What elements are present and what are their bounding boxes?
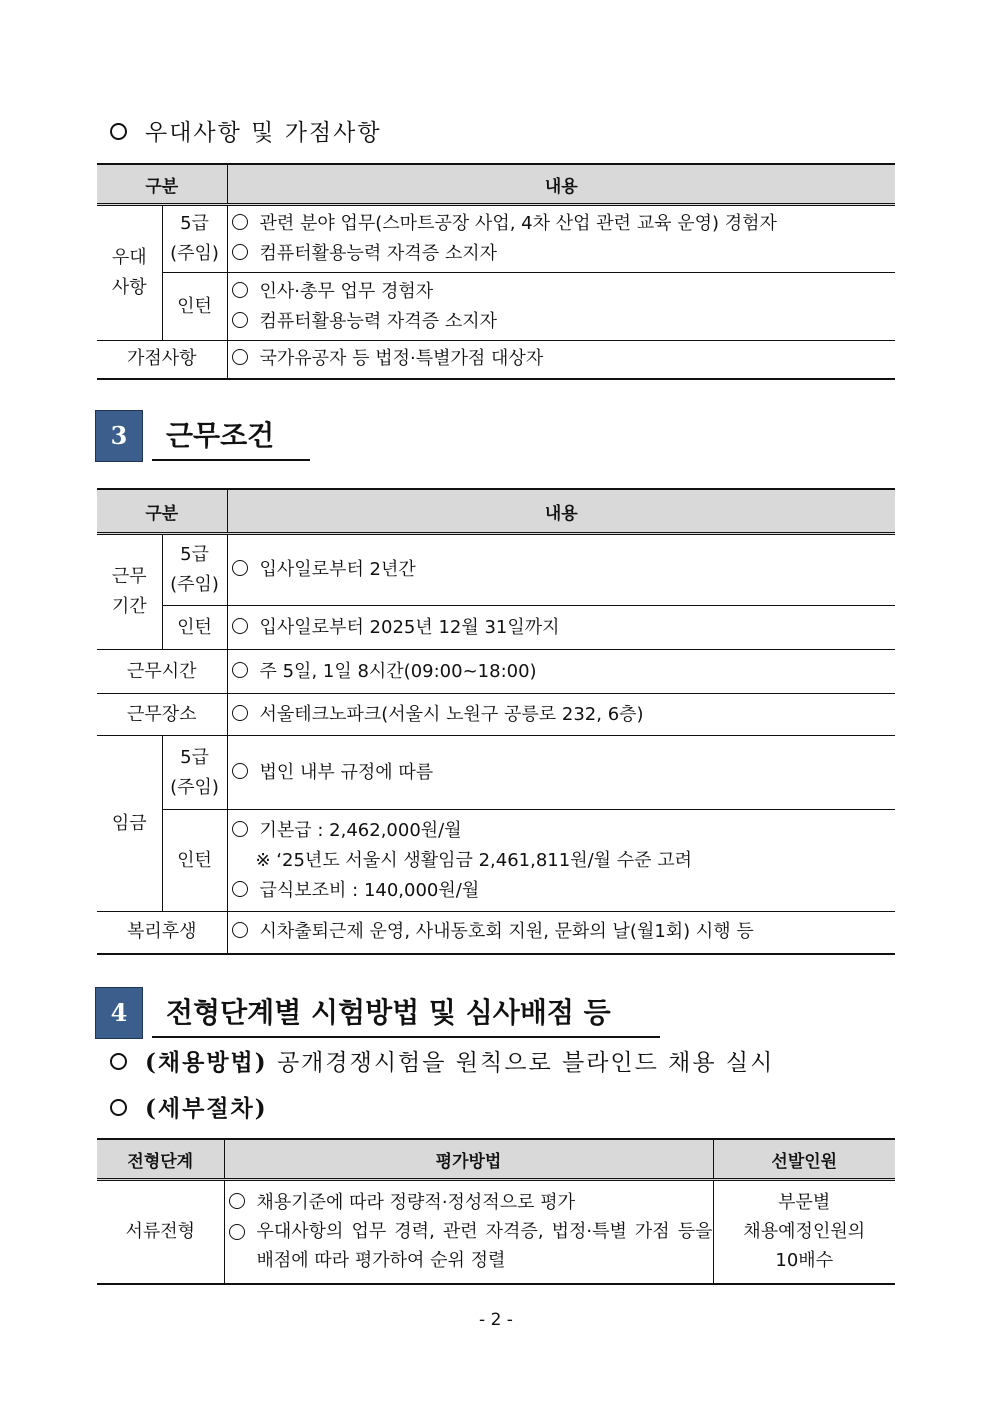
list-item: 우대사항의 업무 경력, 관련 자격증, 법정·특별 가점 등을 배점에 따라 평가하여 순위 정렬 [229,1217,713,1275]
col-stage: 전형단계 [97,1139,224,1180]
circle-icon [232,881,248,897]
section-4-title: 전형단계별 시험방법 및 심사배점 등 [152,991,660,1038]
grade5-label [162,534,227,606]
col-eval: 평가방법 [224,1139,713,1180]
list-item: 컴퓨터활용능력 자격증 소지자 [232,239,896,269]
preferences-table [97,163,895,380]
section-4-number: 4 [95,987,143,1039]
circle-icon [232,282,248,298]
bonus-label: 가점사항 [97,341,227,379]
wage-note: ※ ‘25년도 서울시 생활임금 2,461,811원/월 수준 고려 [255,849,693,871]
work-conditions-table [97,488,895,955]
col-content: 내용 [227,164,895,205]
pref-label [97,205,162,341]
hours-label: 근무시간 [97,650,227,694]
grade5-label-2: (주임) [170,243,219,264]
wage-intern [227,810,895,912]
list-item: 컴퓨터활용능력 자격증 소지자 [232,307,896,337]
circle-icon [232,312,248,328]
period-label [97,534,162,650]
circle-bullet-icon [110,1053,127,1070]
procedure-line [110,1090,268,1123]
col-select: 선발인원 [713,1139,895,1180]
circle-bullet-icon [110,1099,127,1116]
grade5-items [227,205,895,273]
circle-icon [232,922,248,938]
place-label: 근무장소 [97,694,227,736]
grade5-label-1: 5급 [180,544,209,565]
wage-label: 임금 [97,736,162,912]
circle-icon [232,349,248,365]
intern-label: 인턴 [162,606,227,650]
circle-icon [232,244,248,260]
welfare-value: 시차출퇴근제 운영, 사내동호회 지원, 문화의 날(월1회) 시행 등 [227,912,895,954]
preferences-heading: 우대사항 및 가점사항 [110,114,382,147]
circle-icon [229,1224,245,1240]
list-item: 기본급 : 2,462,000원/월 [232,816,896,846]
procedure-key: (세부절차) [145,1095,268,1122]
circle-icon [232,705,248,721]
section-3-title: 근무조건 [152,414,310,461]
method-text: 공개경쟁시험을 원칙으로 블라인드 채용 실시 [276,1050,775,1076]
intern-label: 인턴 [162,810,227,912]
circle-icon [229,1193,245,1209]
section-3-number: 3 [95,410,143,462]
list-item: 인사·총무 업무 경험자 [232,277,896,307]
bonus-item: 국가유공자 등 법정·특별가점 대상자 [227,341,895,379]
col-content: 내용 [227,489,895,534]
selection-table [97,1138,895,1285]
circle-bullet-icon [110,123,127,140]
intern-items [227,273,895,341]
select-count [713,1180,895,1284]
pref-label-text: 우대사항 [111,247,147,298]
circle-icon [232,821,248,837]
welfare-label: 복리후생 [97,912,227,954]
circle-icon [232,662,248,678]
grade5-label [162,205,227,273]
circle-icon [232,763,248,779]
grade5-label-2: (주임) [170,776,219,798]
wage-grade5: 법인 내부 규정에 따름 [227,736,895,810]
grade5-label [162,736,227,810]
grade5-label-1: 5급 [180,746,209,768]
col-category: 구분 [97,164,227,205]
select-line-3: 10배수 [775,1250,834,1272]
circle-icon [232,214,248,230]
hours-value: 주 5일, 1일 8시간(09:00~18:00) [227,650,895,694]
select-line-2: 채용예정인원의 [743,1221,866,1243]
period-intern: 입사일로부터 2025년 12월 31일까지 [227,606,895,650]
grade5-label-2: (주임) [170,574,219,595]
list-item: 급식보조비 : 140,000원/월 [232,876,896,906]
circle-icon [232,618,248,634]
period-label-text: 근무기간 [111,566,147,617]
page-number: - 2 - [479,1310,513,1330]
place-value: 서울테크노파크(서울시 노원구 공릉로 232, 6층) [227,694,895,736]
period-grade5: 입사일로부터 2년간 [227,534,895,606]
grade5-label-1: 5급 [180,213,209,234]
circle-icon [232,560,248,576]
col-category: 구분 [97,489,227,534]
eval-methods [224,1180,713,1284]
method-line [110,1044,774,1077]
list-item: 관련 분야 업무(스마트공장 사업, 4차 산업 관련 교육 운영) 경험자 [232,209,896,239]
method-key: (채용방법) [145,1049,268,1076]
stage-label: 서류전형 [97,1180,224,1284]
intern-label: 인턴 [162,273,227,341]
list-item: 채용기준에 따라 정량적·정성적으로 평가 [229,1188,713,1217]
select-line-1: 부문별 [778,1192,831,1214]
